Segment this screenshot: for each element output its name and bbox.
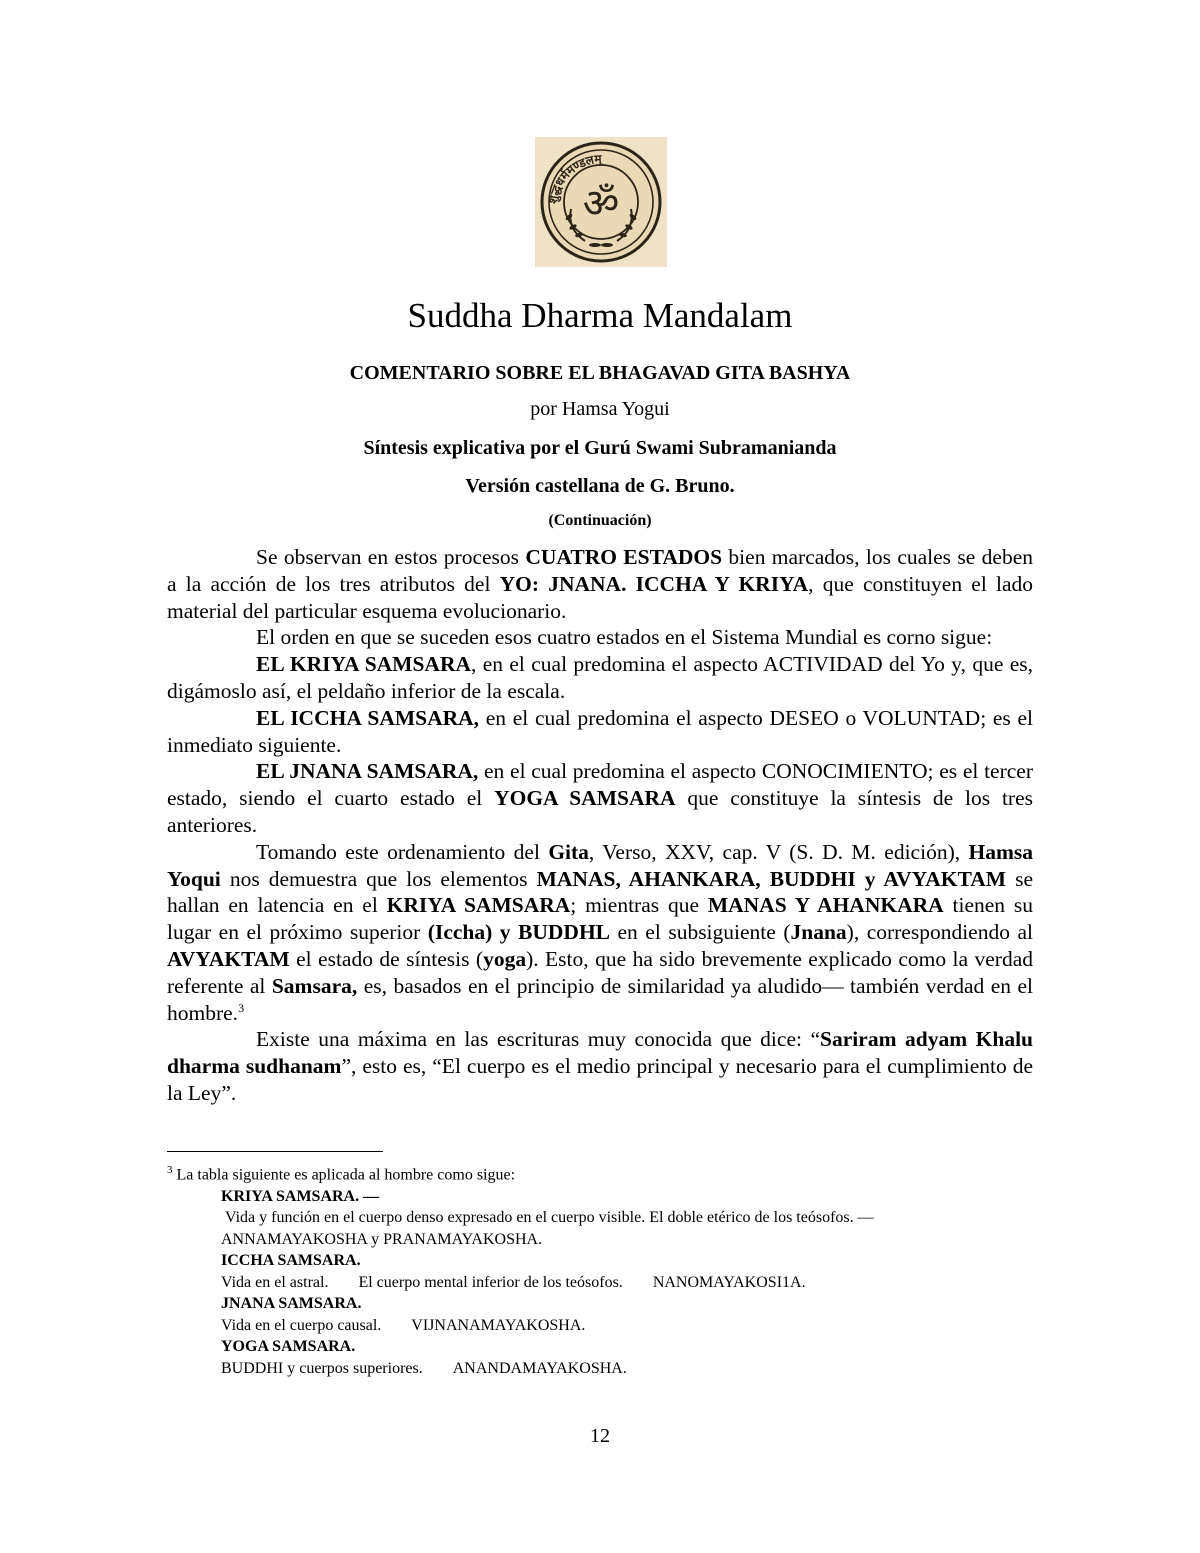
paragraph-gita <box>167 839 1033 1027</box>
paragraph-iccha-samsara <box>167 705 1033 759</box>
svg-text:शुद्धधर्ममण्डलम्: शुद्धधर्ममण्डलम् <box>546 151 602 205</box>
text-run: nos demuestra que los elementos <box>220 866 537 891</box>
kriya-samsara-description: Vida y función en el cuerpo denso expresado en el cuerpo visible. El doble etérico de los teósofos. — <box>225 1209 874 1227</box>
paragraph-orden <box>167 624 1033 651</box>
bold-text: YOGA SAMSARA <box>494 786 676 811</box>
text-run: en el subsiguiente ( <box>610 920 791 945</box>
text-run: en el cual predomina el aspecto CONOCIMIENTO; es el tercer estado, siendo el cuarto estado el <box>167 759 1033 811</box>
bold-text: KRIYA SAMSARA <box>386 893 571 918</box>
bold-text: Jnana <box>790 920 847 945</box>
yoga-col-1: BUDDHI y cuerpos superiores. <box>221 1359 423 1377</box>
bold-text: yoga <box>483 946 527 971</box>
text-run: se hallan en latencia en el <box>167 866 1033 918</box>
iccha-samsara-heading: ICCHA SAMSARA. <box>221 1252 361 1270</box>
jnana-samsara-row <box>221 1315 1033 1337</box>
page-number: 12 <box>590 1425 610 1447</box>
paragraph-cuatro-estados <box>167 544 1033 624</box>
yoga-samsara-row <box>221 1358 1033 1380</box>
iccha-samsara-row <box>221 1272 1033 1294</box>
jnana-col-1: Vida en el cuerpo causal. <box>221 1316 382 1334</box>
bold-text: (Iccha) y BUDDHL <box>427 920 611 945</box>
author-line: por Hamsa Yogui <box>530 398 670 420</box>
text-run: el estado de síntesis ( <box>289 946 484 971</box>
bold-text: AVYAKTAM <box>167 946 290 971</box>
iccha-col-3: NANOMAYAKOSI1A. <box>652 1273 806 1291</box>
footnote-table <box>221 1186 1033 1380</box>
bold-text: EL JNANA SAMSARA, <box>256 759 479 784</box>
footnote-3 <box>167 1160 1033 1379</box>
footnote-marker: 3 <box>167 1164 173 1176</box>
bold-text: MANAS, AHANKARA, BUDDHI y AVYAKTAM <box>536 866 1007 891</box>
paragraph-kriya-samsara <box>167 651 1033 705</box>
kriya-samsara-koshas: ANNAMAYAKOSHA y PRANAMAYAKOSHA. <box>221 1230 543 1248</box>
jnana-col-2: VIJNANAMAYAKOSHA. <box>411 1316 586 1334</box>
bold-text: Sariram adyam Khalu dharma sudhanam <box>167 1027 1034 1079</box>
text-run: ; mientras que <box>570 893 708 918</box>
text-run: El orden en que se suceden esos cuatro estados en el Sistema Mundial es corno sigue: <box>256 625 993 650</box>
yoga-col-2: ANANDAMAYAKOSHA. <box>452 1359 627 1377</box>
svg-text:ॐ: ॐ <box>582 181 620 227</box>
iccha-col-1: Vida en el astral. <box>221 1273 329 1291</box>
paragraph-maxima <box>167 1026 1033 1106</box>
synthesis-line: Síntesis explicativa por el Gurú Swami Subramanianda <box>363 437 837 459</box>
text-run: bien marcados, los cuales se deben a la acción de los tres atributos del <box>167 545 1033 596</box>
text-run: que constituye la síntesis de los tres anteriores. <box>167 786 1033 837</box>
text-run: ), correspondiendo al <box>846 920 1033 945</box>
text-run: en el cual predomina el aspecto DESEO o VOLUNTAD; es el inmediato siguiente. <box>167 705 1033 757</box>
bold-text: MANAS Y AHANKARA <box>707 893 944 918</box>
bold-text: CUATRO ESTADOS <box>525 545 723 569</box>
yoga-samsara-heading: YOGA SAMSARA. <box>221 1338 356 1356</box>
footnote-reference: 3 <box>238 1000 245 1015</box>
text-run: Existe una máxima en las escrituras muy conocida que dice: “ <box>256 1027 821 1052</box>
bold-text: Samsara, <box>271 973 358 998</box>
document-subtitle: COMENTARIO SOBRE EL BHAGAVAD GITA BASHYA <box>349 362 851 384</box>
bold-text: YO: JNANA. ICCHA Y KRIYA <box>499 571 809 596</box>
text-run: Tomando este ordenamiento del <box>256 839 549 864</box>
document-title: Suddha Dharma Mandalam <box>407 296 793 335</box>
text-run: es, basados en el principio de similaridad ya aludido— también verdad en el hombre. <box>167 973 1034 1025</box>
kriya-samsara-heading: KRIYA SAMSARA. — <box>221 1187 380 1205</box>
bold-text: Hamsa Yoqui <box>167 839 1033 891</box>
text-run: Se observan en estos procesos <box>256 545 526 569</box>
paragraph-jnana-samsara <box>167 758 1033 838</box>
continuation-label: (Continuación) <box>548 512 652 529</box>
footnote-intro-text: La tabla siguiente es aplicada al hombre como sigue: <box>176 1166 516 1184</box>
text-run: , que constituyen el lado material del particular esquema evolucionario. <box>167 571 1033 623</box>
text-run: , Verso, XXV, cap. V (S. D. M. edición), <box>588 839 969 864</box>
om-seal-icon <box>535 137 667 267</box>
text-run: ). Esto, que ha sido brevemente explicado como la verdad referente al <box>167 946 1033 998</box>
jnana-samsara-heading: JNANA SAMSARA. <box>221 1295 362 1313</box>
text-run: , en el cual predomina el aspecto ACTIVIDAD del Yo y, que es, digámoslo así, el peldaño inferior de la escala. <box>167 652 1033 703</box>
bold-text: EL ICCHA SAMSARA, <box>256 705 480 730</box>
footnote-separator <box>167 1151 383 1152</box>
body-text <box>167 544 1033 1107</box>
footnote-intro <box>167 1160 1033 1186</box>
text-run: tienen su lugar en el próximo superior <box>167 893 1033 945</box>
version-line: Versión castellana de G. Bruno. <box>465 475 735 497</box>
bold-text: EL KRIYA SAMSARA <box>256 652 472 677</box>
text-run: ”, esto es, “El cuerpo es el medio principal y necesario para el cumplimiento de la Ley”. <box>167 1054 1033 1105</box>
iccha-col-2: El cuerpo mental inferior de los teósofos. <box>358 1273 623 1291</box>
bold-text: Gita <box>548 839 589 864</box>
